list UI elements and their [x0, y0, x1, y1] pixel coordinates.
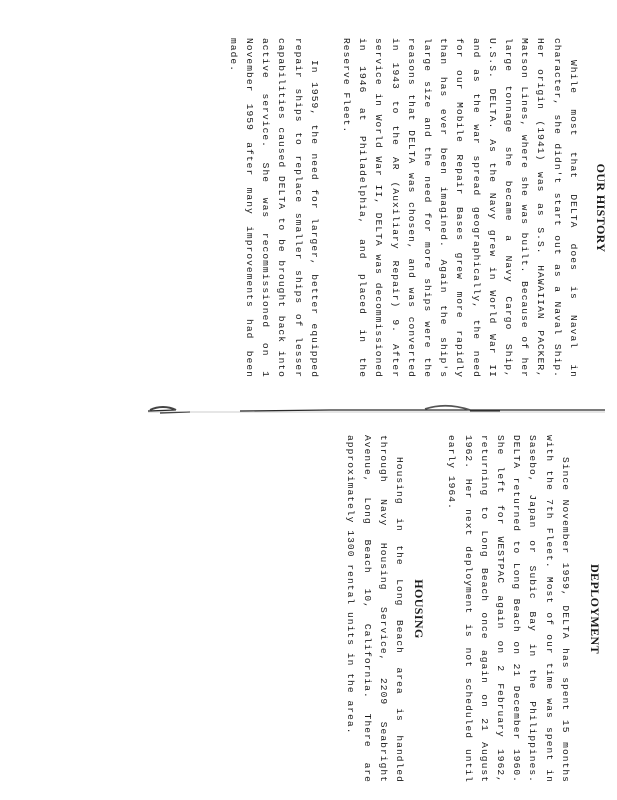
rotated-content	[147, 0, 617, 800]
history-heading: OUR HISTORY	[594, 163, 608, 253]
housing-heading: HOUSING	[412, 579, 427, 639]
right-column	[147, 435, 617, 783]
housing-paragraph: Housing in the Long Beach area is handled through Navy Housing Service, 2209 Seabright Avenue, Long Beach 10, California. There are approximately 1300 rental units in the area.	[345, 435, 405, 783]
history-paragraph-2: In 1959, the need for larger, better equipped repair ships to replace smaller ships of lesser capabilities caused DELTA to be brought back into active service. She was recommissioned on 1 November 1959 after many improvements had been made.	[227, 38, 320, 378]
deployment-paragraph: Since November 1959, DELTA has spent 15 months with the 7th Fleet. Most of our time was spent in Sasebo, Japan or Subic Bay in the Philippines. DELTA returned to Long Beach on 21 December 1960. She left for WESTPAC again on 2 February 1962, returning to Long Beach once again on 21 August 1962. Her next deployment is not scheduled until early 1964.	[446, 435, 571, 783]
history-paragraph-1: While most that DELTA does is Naval in character, she didn't start out as a Naval Ship. Her origin (1941) was as S.S. HAWAIIAN PACKER, Matson Lines, where she was built. Because of her large tonnage she became a Navy Cargo Ship, U.S.S. DELTA. As the Navy grew in World War II and as the war spread geographically, the need for our Mobile Repair Bases grew more rapidly than has ever been imagined. Again the ship's large size and the need for more ships were the reasons that DELTA was chosen, and was converted in 1943 to the AR (Auxiliary Repair) 9. After service in World War II, DELTA was decommissioned in 1946 at Philadelphia, and placed in the Reserve Fleet.	[340, 38, 579, 378]
left-column	[147, 38, 617, 378]
deployment-heading: DEPLOYMENT	[588, 563, 602, 654]
